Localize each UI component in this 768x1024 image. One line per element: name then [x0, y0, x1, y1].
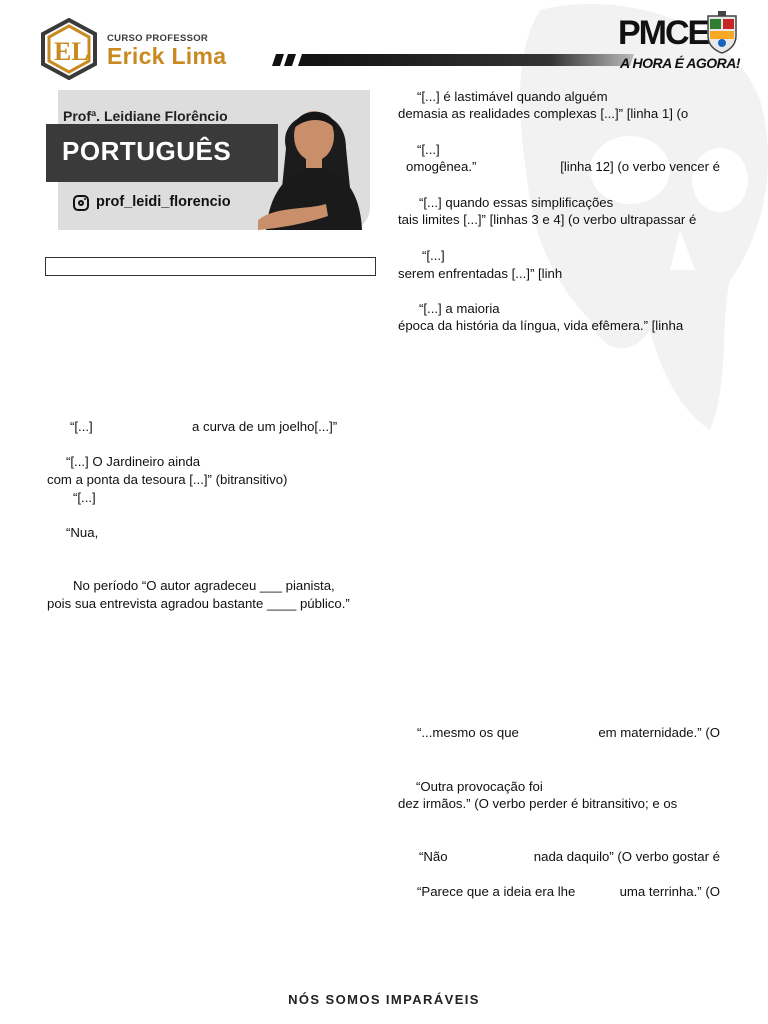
left-question-line-2: pois sua entrevista agradou bastante ____ público.” — [47, 596, 350, 611]
right-item-9 — [417, 883, 720, 900]
right-item-2-cont-end: [linha 12] (o verbo vencer é — [560, 159, 720, 174]
instagram-handle: prof_leidi_florencio — [96, 194, 231, 210]
header-stripe — [272, 54, 634, 66]
right-item-4-cont: serem enfrentadas [...]” [linh — [398, 266, 563, 281]
left-sentence-1 — [70, 418, 369, 435]
right-item-9-start: “Parece que a ideia era lhe — [417, 884, 576, 899]
right-item-8-end: nada daquilo” (O verbo gostar é — [533, 849, 720, 864]
right-item-1: “[...] é lastimável quando alguém — [417, 89, 608, 104]
right-item-5: “[...] a maioria — [419, 301, 500, 316]
right-item-8 — [419, 848, 720, 865]
right-item-2-cont — [406, 158, 720, 175]
right-item-2-cont-start: omogênea.” — [406, 159, 477, 174]
left-sentence-1-start: “[...] — [70, 419, 93, 434]
pmce-title: PMCE — [618, 14, 709, 52]
left-sentence-5: “Nua, — [66, 525, 99, 540]
svg-text:EL: EL — [54, 37, 89, 66]
right-item-6 — [417, 724, 720, 741]
right-item-7-cont: dez irmãos.” (O verbo perder é bitransitivo; e os — [398, 796, 678, 811]
pmce-slogan: A HORA É AGORA! — [620, 55, 741, 71]
right-item-8-start: “Não — [419, 849, 448, 864]
brand-subtitle: CURSO PROFESSOR — [107, 33, 209, 44]
teacher-name: Profª. Leidiane Florêncio — [63, 108, 228, 124]
left-sentence-3: com a ponta da tesoura [...]” (bitransitivo) — [47, 472, 288, 487]
footer-slogan: NÓS SOMOS IMPARÁVEIS — [288, 992, 480, 1007]
brand-name: Erick Lima — [107, 43, 227, 69]
brand-logo-icon — [40, 18, 98, 80]
right-item-6-start: “...mesmo os que — [417, 725, 519, 740]
right-item-5-cont: época da história da língua, vida efêmera.” [linha — [398, 318, 684, 333]
left-sentence-4: “[...] — [73, 490, 96, 505]
right-item-1-cont: demasia as realidades complexas [...]” [linha 1] (o — [398, 106, 689, 121]
right-item-6-end: em maternidade.” (O — [598, 725, 720, 740]
teacher-photo — [256, 88, 366, 230]
right-item-7: “Outra provocação foi — [416, 779, 543, 794]
instagram-icon — [73, 195, 89, 211]
right-item-4: “[...] — [422, 248, 445, 263]
right-item-3-cont: tais limites [...]” [linhas 3 e 4] (o verbo ultrapassar é — [398, 212, 697, 227]
right-item-3: “[...] quando essas simplificações — [419, 195, 614, 210]
left-sentence-2: “[...] O Jardineiro ainda — [66, 454, 201, 469]
left-question-line-1: No período “O autor agradeceu ___ pianista, — [73, 578, 335, 593]
right-item-9-end: uma terrinha.” (O — [619, 884, 720, 899]
subject-title: PORTUGUÊS — [62, 136, 232, 166]
right-item-2: “[...] — [417, 142, 440, 157]
left-sentence-1-end: a curva de um joelho[...]” — [192, 419, 338, 434]
answer-box — [45, 257, 376, 276]
pmce-crest-icon — [704, 10, 740, 54]
